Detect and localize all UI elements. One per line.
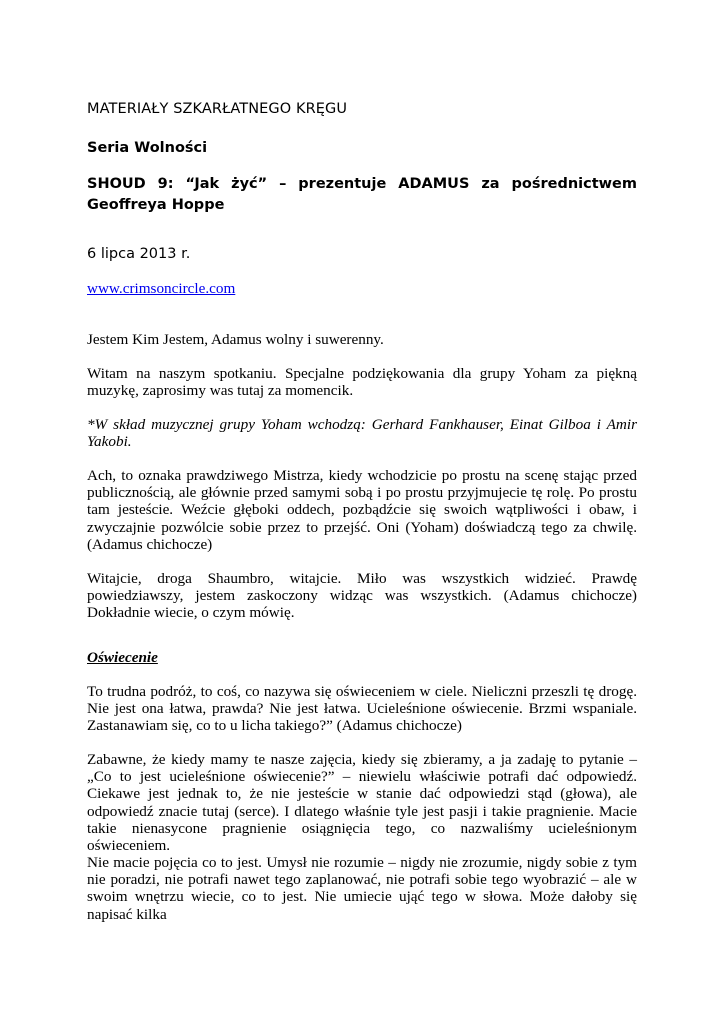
section-heading-enlightenment: Oświecenie xyxy=(87,649,158,666)
document-date: 6 lipca 2013 r. xyxy=(87,246,191,262)
paragraph-welcome: Witam na naszym spotkaniu. Specjalne podziękowania dla grupy Yoham za piękną muzykę, zaprosimy was tutaj za momencik. xyxy=(87,365,637,400)
paragraph-yoham-note: *W skład muzycznej grupy Yoham wchodzą: Gerhard Fankhauser, Einat Gilboa i Amir Yakobi. xyxy=(87,416,637,451)
series-title: Seria Wolności xyxy=(87,140,208,156)
paragraph-question: Zabawne, że kiedy mamy te nasze zajęcia, kiedy się zbieramy, a ja zadaję to pytanie – „Co to jest ucieleśnione oświecenie?” – niewielu właściwie potrafi dać odpowiedź. Ciekawe jest jednak to, że nie jesteście w stanie dać odpowiedzi stąd (głowa), ale odpowiedź znacie tutaj (serce). I dlatego właśnie tyle jest pasji i takie pragnienie. Macie takie nienasycone pragnienie osiągnięcia tego, co nazwaliśmy ucieleśnionym oświeceniem. xyxy=(87,751,637,855)
crimsoncircle-link[interactable]: www.crimsoncircle.com xyxy=(87,280,236,297)
paragraph-master: Ach, to oznaka prawdziwego Mistrza, kiedy wchodzicie po prostu na scenę stając przed publicznością, ale głównie przed samymi sobą i po prostu przyjmujecie tę rolę. Po prostu tam jesteście. Weźcie głęboki oddech, pozbądźcie się swoich wątpliwości i obaw, i zwyczajnie pozwólcie sobie przez to przejść. Oni (Yoham) doświadczą tego za chwilę. (Adamus chichocze) xyxy=(87,467,637,553)
paragraph-intro: Jestem Kim Jestem, Adamus wolny i suwerenny. xyxy=(87,331,384,348)
paragraph-shaumbra: Witajcie, droga Shaumbro, witajcie. Miło was wszystkich widzieć. Prawdę powiedziawszy, jestem zaskoczony widząc was wszystkich. (Adamus chichocze) Dokładnie wiecie, o czym mówię. xyxy=(87,570,637,622)
organization-title: MATERIAŁY SZKARŁATNEGO KRĘGU xyxy=(87,101,348,117)
paragraph-journey: To trudna podróż, to coś, co nazywa się oświeceniem w ciele. Nieliczni przeszli tę drogę. Nie jest ona łatwa, prawda? Nie jest łatwa. Ucieleśnione oświecenie. Brzmi wspaniale. Zastanawiam się, co to u licha takiego?” (Adamus chichocze) xyxy=(87,683,637,735)
shoud-title: SHOUD 9: “Jak żyć” – prezentuje ADAMUS za pośrednictwem Geoffreya Hoppe xyxy=(87,176,637,213)
paragraph-no-idea: Nie macie pojęcia co to jest. Umysł nie rozumie – nigdy nie zrozumie, nigdy sobie z tym nie poradzi, nie potrafi nawet tego zaplanować, nie potrafi sobie tego wyobrazić – ale w swoim wnętrzu wiecie, co to jest. Nie umiecie ująć tego w słowa. Może dałoby się napisać kilka xyxy=(87,854,637,923)
document-page xyxy=(87,0,637,1024)
